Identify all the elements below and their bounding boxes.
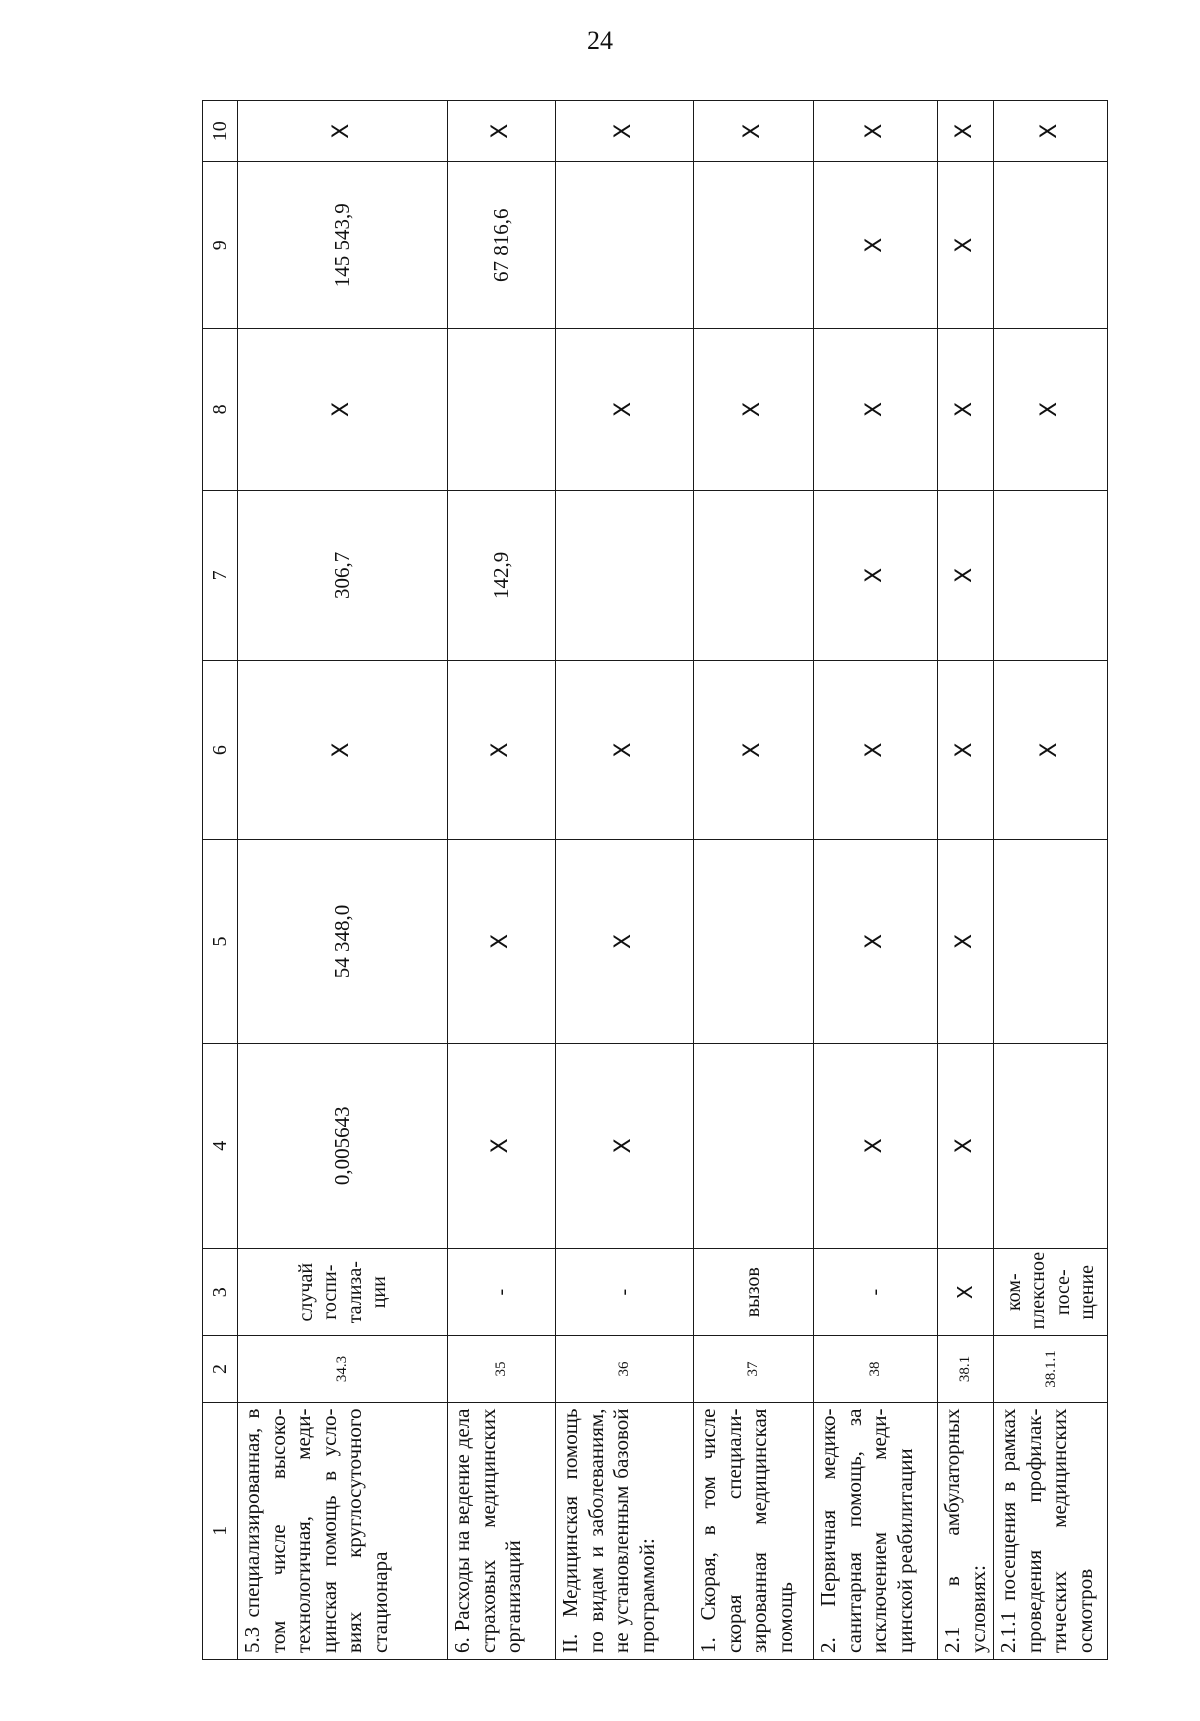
table-cell: 306,7 xyxy=(238,490,448,660)
table-row xyxy=(814,101,938,1660)
table-cell: X xyxy=(994,329,1108,491)
table-row xyxy=(556,101,694,1660)
table-row xyxy=(994,101,1108,1660)
row-label: 6. Расходы на ведение дела страховых медицинских организаций xyxy=(448,1402,556,1659)
row-label: 2.1 в амбулаторных условиях: xyxy=(938,1402,994,1659)
row-code: 36 xyxy=(556,1336,694,1402)
table-cell: X xyxy=(448,660,556,840)
rotated-table-container xyxy=(202,100,1099,1660)
table-cell: X xyxy=(938,660,994,840)
table-cell xyxy=(448,329,556,491)
table-cell xyxy=(994,162,1108,329)
table-cell: X xyxy=(238,101,448,162)
table-row xyxy=(938,101,994,1660)
table-cell: X xyxy=(814,1043,938,1249)
table-cell: 54 348,0 xyxy=(238,840,448,1043)
row-label: 2.1.1 посещения в рамках проведения профилак-тических медицинских осмотров xyxy=(994,1402,1108,1659)
table-cell xyxy=(994,490,1108,660)
table-cell: X xyxy=(238,660,448,840)
table-cell: X xyxy=(814,101,938,162)
table-cell: X xyxy=(694,101,814,162)
table-cell: X xyxy=(694,660,814,840)
unit-cell: случай госпи-тализа-ции xyxy=(238,1249,448,1336)
header-row xyxy=(203,101,238,1660)
table-cell: X xyxy=(938,101,994,162)
table-cell: X xyxy=(448,1043,556,1249)
unit-cell: - xyxy=(814,1249,938,1336)
table-cell xyxy=(694,490,814,660)
table-cell: X xyxy=(814,660,938,840)
row-code: 38.1 xyxy=(938,1336,994,1402)
table-cell: X xyxy=(448,840,556,1043)
table-cell: X xyxy=(814,329,938,491)
row-label: 1. Скорая, в том числе скорая специали-зированная медицинская помощь xyxy=(694,1402,814,1659)
header-cell: 1 xyxy=(203,1402,238,1659)
unit-cell: - xyxy=(556,1249,694,1336)
table-row xyxy=(238,101,448,1660)
header-cell: 4 xyxy=(203,1043,238,1249)
table-cell: X xyxy=(938,1043,994,1249)
unit-cell: вызов xyxy=(694,1249,814,1336)
table-cell xyxy=(994,1043,1108,1249)
row-code: 38 xyxy=(814,1336,938,1402)
table-cell: X xyxy=(994,101,1108,162)
row-label: 5.3 специализированная, в том числе высоко-технологичная, меди-цинская помощь в усло-виях круглосуточного стационара xyxy=(238,1402,448,1659)
table-cell xyxy=(994,840,1108,1043)
row-label: II. Медицинская помощь по видам и заболеваниям, не установленным базовой программой: xyxy=(556,1402,694,1659)
table-cell: X xyxy=(938,329,994,491)
table-cell: X xyxy=(694,329,814,491)
table-cell: X xyxy=(814,840,938,1043)
table-cell: X xyxy=(556,840,694,1043)
row-code: 38.1.1 xyxy=(994,1336,1108,1402)
table-cell: 67 816,6 xyxy=(448,162,556,329)
header-cell: 8 xyxy=(203,329,238,491)
table-cell: X xyxy=(556,1043,694,1249)
table-cell xyxy=(694,162,814,329)
table-cell: X xyxy=(938,162,994,329)
table-cell: 142,9 xyxy=(448,490,556,660)
table-row xyxy=(448,101,556,1660)
unit-cell: X xyxy=(938,1249,994,1336)
header-cell: 10 xyxy=(203,101,238,162)
table-cell xyxy=(556,162,694,329)
table-cell: X xyxy=(994,660,1108,840)
table-cell: X xyxy=(814,162,938,329)
unit-cell: ком-плексное посе-щение xyxy=(994,1249,1108,1336)
table-cell: X xyxy=(938,490,994,660)
table-row xyxy=(694,101,814,1660)
table-cell xyxy=(556,490,694,660)
header-cell: 5 xyxy=(203,840,238,1043)
table-cell: 145 543,9 xyxy=(238,162,448,329)
row-code: 37 xyxy=(694,1336,814,1402)
table-cell xyxy=(694,1043,814,1249)
table-cell: X xyxy=(448,101,556,162)
row-code: 34.3 xyxy=(238,1336,448,1402)
header-cell: 3 xyxy=(203,1249,238,1336)
header-cell: 9 xyxy=(203,162,238,329)
row-label: 2. Первичная медико-санитарная помощь, за исключением меди-цинской реабилитации xyxy=(814,1402,938,1659)
table-cell: X xyxy=(556,329,694,491)
data-table xyxy=(202,100,1108,1660)
table-cell: X xyxy=(238,329,448,491)
header-cell: 6 xyxy=(203,660,238,840)
table-cell: X xyxy=(556,660,694,840)
header-cell: 2 xyxy=(203,1336,238,1402)
table-cell: X xyxy=(556,101,694,162)
table-cell: X xyxy=(814,490,938,660)
page-number: 24 xyxy=(587,26,613,55)
table-cell xyxy=(694,840,814,1043)
table-cell: 0,005643 xyxy=(238,1043,448,1249)
unit-cell: - xyxy=(448,1249,556,1336)
header-cell: 7 xyxy=(203,490,238,660)
row-code: 35 xyxy=(448,1336,556,1402)
table-cell: X xyxy=(938,840,994,1043)
